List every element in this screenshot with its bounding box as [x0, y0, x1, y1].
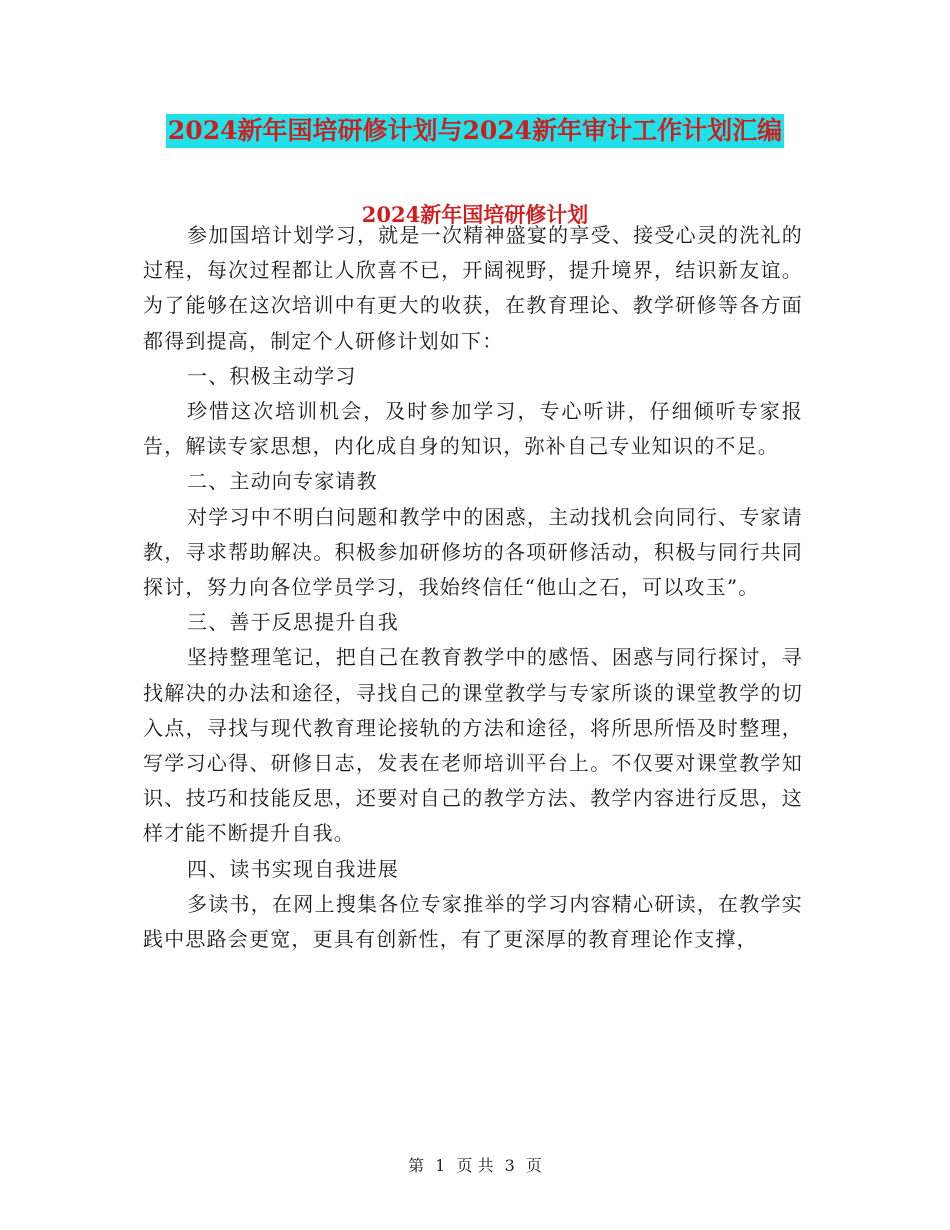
paragraph-4: 多读书，在网上搜集各位专家推举的学习内容精心研读，在教学实践中思路会更宽，更具有创新性，有了更深厚的教育理论作支撑，: [143, 891, 803, 952]
total-pages-number: 3: [504, 1156, 515, 1175]
paragraph-intro: 参加国培计划学习，就是一次精神盛宴的享受、接受心灵的洗礼的过程，每次过程都让人欣喜不已，开阔视野，提升境界，结识新友谊。为了能够在这次培训中有更大的收获，在教育理论、教学研修等各方面都得到提高，制定个人研修计划如下：: [143, 223, 803, 353]
current-page-number: 1: [435, 1156, 446, 1175]
paragraph-1: 珍惜这次培训机会，及时参加学习，专心听讲，仔细倾听专家报告，解读专家思想，内化成自身的知识，弥补自己专业知识的不足。: [143, 399, 803, 459]
heading-2: 二、主动向专家请教: [187, 469, 378, 494]
page-number-footer: [0, 1154, 950, 1178]
paragraph-2: 对学习中不明白问题和教学中的困惑，主动找机会向同行、专家请教，寻求帮助解决。积极参加研修坊的各项研修活动，积极与同行共同探讨，努力向各位学员学习，我始终信任“他山之石，可以攻玉”。: [143, 504, 803, 600]
page-label-prefix: 第: [408, 1156, 425, 1175]
heading-1: 一、积极主动学习: [187, 363, 357, 388]
document-body: [143, 218, 803, 957]
document-title: 2024新年国培研修计划与2024新年审计工作计划汇编: [166, 114, 784, 148]
heading-4: 四、读书实现自我进展: [187, 856, 399, 881]
paragraph-3: 坚持整理笔记，把自己在教育教学中的感悟、困惑与同行探讨，寻找解决的办法和途径，寻找自己的课堂教学与专家所谈的课堂教学的切入点，寻找与现代教育理论接轨的方法和途径，将所思所悟及时整理，写学习心得、研修日志，发表在老师培训平台上。不仅要对课堂教学知识、技巧和技能反思，还要对自己的教学方法、教学内容进行反思，这样才能不断提升自我。: [143, 645, 803, 846]
heading-3: 三、善于反思提升自我: [187, 610, 399, 635]
page-label-mid: 页 共: [456, 1156, 494, 1175]
section-title: 2024新年国培研修计划: [361, 202, 589, 227]
page-label-suffix: 页: [525, 1156, 542, 1175]
document-title-wrapper: [0, 114, 950, 148]
